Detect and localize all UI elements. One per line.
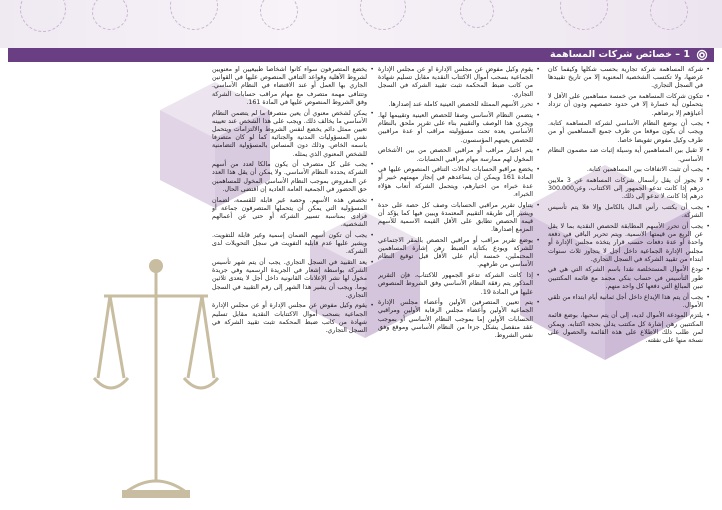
column-paragraph: • لا يجوز أن يقل رأسمال شركات المساهمة عن 3 ملايين درهم إذا كانت تدعو الجمهور إلى الاكتتاب، وعن300.000 درهم إذا كانت لا تدعو إلى ذلك. (548, 177, 710, 202)
ornament-circle (260, 0, 298, 30)
text-column-1 (548, 66, 710, 506)
text-column-3 (212, 66, 374, 506)
column-paragraph: • يخضع المتصرفون سواء كانوا أشخاصا طبيعيين أو معنويين لشروط الأهلية وقواعد التنافي المنصوص عليها في القوانين الجاري بها العمل أو عند الاقتضاء في النظام الأساسي. وتتنافى مهمة متصرف مع مهام مراقب حسابات الشركة وفق الشروط المنصوص عليها في المادة 161. (212, 66, 374, 107)
ornament-circle (460, 0, 494, 28)
column-paragraph: • إذا كانت الشركة تدعو الجمهور للاكتتاب، فإن التقرير المذكور يتم رفقة النظام الأساسي وفق الشروط المنصوص عليها في المادة 19. (378, 272, 540, 297)
top-decorative-band (0, 0, 722, 48)
column-paragraph: • يعد التقييد في السجل التجاري. يجب أن يتم شهر تأسيس الشركة بواسطة إشعار في الجريدة الرسمية وفي جريدة مخول لها نشر الإعلانات القانونية داخل أجل لا يتعدى ثلاثين يوما. ويجب أن يشير هذا الشهر إلى رقم التقييد في السجل التجاري. (212, 259, 374, 300)
column-paragraph: • يجب على كل متصرف أن يكون مالكا لعدد من أسهم الشركة يحدده النظام الأساسي. ولا يمكن أن يقل هذا العدد عن المفروض بموجب النظام الأساسي المخول للمساهمين حق الحضور في الجمعية العامة العادية إن اقتضى الحال. (212, 161, 374, 194)
column-paragraph: • يوضع تقرير مراقب أو مراقبي الحصص بالمقر الاجتماعي للشركة ويودع بكتابة الضبط رهن إشارة المساهمين المحتملين، خمسة أيام على الأقل قبل توقيع النظام الأساسي من طرفهم. (378, 237, 540, 270)
ornament-circle (20, 0, 66, 32)
column-paragraph: • يقوم وكيل مفوض عن مجلس الإدارة أو عن مجلس الإدارة الجماعية بسحب أموال الاكتتابات النقدية مقابل تسليم شهادة من كاتب ضبط المحكمة تثبت تقييد الشركة في السجل التجاري. (212, 302, 374, 335)
column-paragraph: • تتكون شركات المساهمة من خمسة مساهمين على الأقل لا يتحملون أية خسارة إلا في حدود حصصهم ودون أن تزداد أعباؤهم إلا برضاهم. (548, 93, 710, 118)
ornament-circle (360, 0, 406, 30)
column-paragraph: • يجب أن تكون أسهم الضمان إسمية وغير قابلة للتفويت. ويشير عليها عدم قابلية التفويت في سجل التحويلات لدى الشركة. (212, 232, 374, 257)
column-paragraph: • يتم اختيار مراقب أو مراقبي الحصص من بين الأشخاص المخول لهم ممارسة مهام مراقبي الحسابات. (378, 147, 540, 163)
column-paragraph: • يجب أن تحرر الأسهم المطابقة للحصص النقدية بما لا يقل عن الربع من قيمتها الاسمية. ويتم تحرير الباقي في دفعة واحدة أو عدة دفعات حسب قرار يتخذه مجلس الإدارة أو مجلس الإدارة الجماعية داخل أجل لا يتجاوز ثلاث سنوات ابتداء من تقييد الشركة في السجل التجاري. (548, 223, 710, 264)
column-paragraph: • تحرر الأسهم الممثلة للحصص العينية كاملة عند إصدارها. (378, 101, 540, 109)
column-paragraph: • تودع الأموال المستخلصة نقدا باسم الشركة التي هي في طور التأسيس في حساب بنكي مجمد مع قائمة المكتتبين تبين المبالغ التي دفعها كل واحد منهم. (548, 266, 710, 291)
column-paragraph: • يجب أن يوضع النظام الأساسي لشركة المساهمة كتابة. ويجب أن يكون موقعا من طرف جميع المساهمين أو من طرف وكيل مفوض تفويضا خاصا. (548, 120, 710, 145)
column-paragraph: • لا تقبل بين المساهمين أية وسيلة إثبات ضد مضمون النظام الأساسي. (548, 147, 710, 163)
column-paragraph: • يتم تعيين المتصرفين الأولين وأعضاء مجلس الإدارة الجماعية الأولين وأعضاء مجلس الرقابة الأولين ومراقبي الحسابات الأولين إما بموجب النظام الأساسي أو بموجب عقد منفصل يشكل جزءا من النظام الأساسي وموقع وفق نفس الشروط. (378, 299, 540, 340)
column-paragraph: • يتضمن النظام الأساسي وصفا للحصص العينية وتقييمها لها. ويجري هذا الوصف والتقييم بناء على تقرير ملحق بالنظام الأساسي يعده تحت مسؤوليته مراقب أو عدة مراقبين للحصص يعينهم المؤسسون. (378, 112, 540, 145)
column-paragraph: • شركة المساهمة شركة تجارية بحسب شكلها وكيفما كان غرضها، ولا تكتسب الشخصية المعنوية إلا من تاريخ تقييدها في السجل التجاري. (548, 66, 710, 91)
text-column-4 (46, 66, 208, 506)
column-paragraph: • يقوم وكيل مفوض عن مجلس الإدارة أو عن مجلس الإدارة الجماعية بسحب أموال الاكتتاب النقدية مقابل تسليم شهادة من كاتب ضبط المحكمة تثبت تقييد الشركة في السجل التجاري. (378, 66, 540, 99)
column-paragraph: • يجب أن يكتتب رأس المال بالكامل وإلا فلا يتم تأسيس الشركة. (548, 204, 710, 220)
ornament-circle (92, 0, 128, 30)
column-paragraph: • يجب أن تثبت الاتفاقات بين المساهمين كتابة. (548, 166, 710, 174)
column-paragraph: • يخضع مراقبو الحسابات لحالات التنافي المنصوص عليها في المادة 161 ويمكن أن يساعدهم في إنجاز مهمتهم خبير أو عدة خبراء من اختيارهم، ويتحمل الشركة أتعاب هؤلاء الخبراء. (378, 166, 540, 199)
column-paragraph: • يجب أن يتم هذا الإيداع داخل أجل ثمانية أيام ابتداء من تلقي الأموال. (548, 294, 710, 310)
section-flower-icon (696, 49, 708, 61)
column-paragraph: • تخصص هذه الأسهم. وحصة غير قابلة للقسمة، لضمان المسؤولية التي يمكن أن يتحملها المتصرفون جماعة أو فرادى بمناسبة تسيير الشركة أو حتى عن أعمالهم الشخصية. (212, 197, 374, 230)
column-paragraph: • يلتزم المودعة الأموال لديه، إلى أن يتم سحبها، بوضع قائمة المكتتبين رهن إشارة كل مكتتب يدلي بحجة اكتتابه. ويمكن لمن طلب ذلك الاطلاع على هذه القائمة والحصول على نسخة منها على نفقته. (548, 312, 710, 345)
ornament-circle (170, 0, 218, 30)
section-header-bar (8, 48, 714, 62)
text-column-2 (378, 66, 540, 506)
ornament-circle (650, 0, 688, 30)
ornament-circle (560, 0, 608, 30)
column-paragraph: • يتناول تقرير مراقبي الحسابات وصف كل حصة على حدة ويشير إلى طريقة التقييم المعتمدة ويبين فيها كما يؤكد أن قيمة الحصص تطابق على الأقل القيمة الاسمية للأسهم المزمع إصدارها. (378, 202, 540, 235)
column-paragraph: • يمكن لشخص معنوي أن يعين متصرفا ما لم يتضمن النظام الأساسي ما يخالف ذلك. ويجب على هذا الشخص عند تعيينه تعيين ممثل دائم يخضع لنفس الشروط والالتزامات ويتحمل نفس المسؤوليات المدنية والجنائية كما لو كان متصرفا باسمه الخاص. وذلك دون المساس بالمسؤولية التضامنية للشخص المعنوي الذي يمثله. (212, 110, 374, 159)
section-title: 1 – خصائص شركات المساهمة (550, 49, 690, 60)
